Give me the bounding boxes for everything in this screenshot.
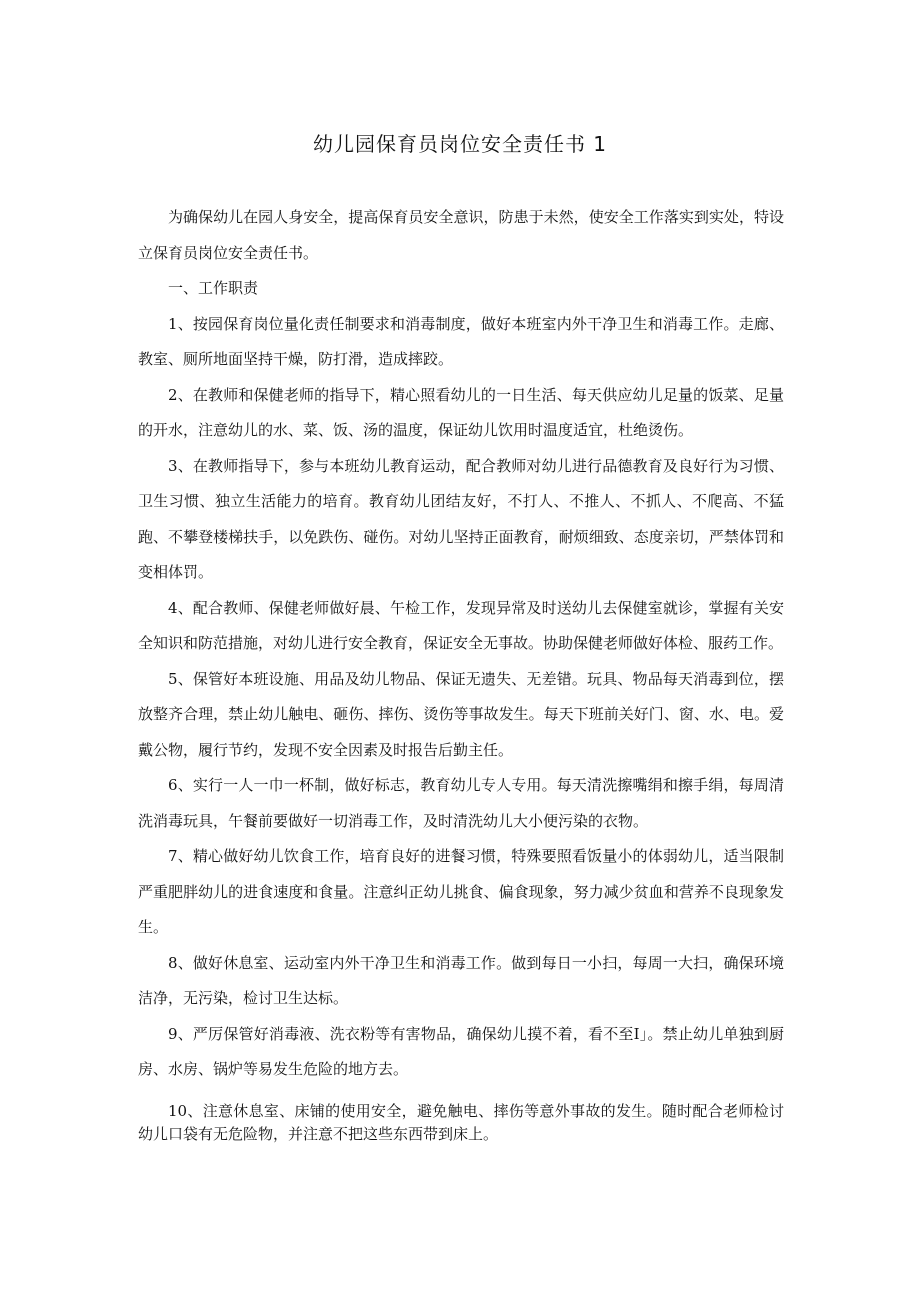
section-heading: 一、工作职责 (168, 279, 259, 297)
duty-item-7: 7、精心做好幼儿饮食工作，培育良好的进餐习惯，特殊要照看饭量小的体弱幼儿，适当限制严重肥胖幼儿的进食速度和食量。注意纠正幼儿挑食、偏食现象，努力减少贫血和营养不良现象发生。 (138, 847, 784, 936)
document-body (138, 200, 784, 1146)
duty-item-6: 6、实行一人一巾一杯制，做好标志，教育幼儿专人专用。每天清洗擦嘴绢和擦手绢，每周清洗消毒玩具，午餐前要做好一切消毒工作，及时清洗幼儿大小便污染的衣物。 (138, 776, 784, 830)
duty-item-2: 2、在教师和保健老师的指导下，精心照看幼儿的一日生活、每天供应幼儿足量的饭菜、足量的开水，注意幼儿的水、菜、饭、汤的温度，保证幼儿饮用时温度适宜，杜绝烫伤。 (138, 385, 784, 439)
document-title: 幼儿园保育员岗位安全责任书 1 (312, 132, 608, 156)
duty-item-4: 4、配合教师、保健老师做好晨、午检工作，发现异常及时送幼儿去保健室就诊，掌握有关安全知识和防范措施，对幼儿进行安全教育，保证安全无事故。协助保健老师做好体检、服药工作。 (138, 598, 784, 652)
duty-item-8: 8、做好休息室、运动室内外干净卫生和消毒工作。做到每日一小扫，每周一大扫，确保环境洁净，无污染，检讨卫生达标。 (138, 953, 784, 1007)
duty-item-1: 1、按园保育岗位量化责任制要求和消毒制度，做好本班室内外干净卫生和消毒工作。走廊、教室、厕所地面坚持干燥，防打滑，造成摔跤。 (138, 314, 784, 368)
duty-item-5: 5、保管好本班设施、用品及幼儿物品、保证无遗失、无差错。玩具、物品每天消毒到位，摆放整齐合理，禁止幼儿触电、砸伤、摔伤、烫伤等事故发生。每天下班前关好门、窗、水、电。爱戴公物，履行节约，发现不安全因素及时报告后勤主任。 (138, 669, 784, 759)
duty-item-10: 10、注意休息室、床铺的使用安全，避免触电、摔伤等意外事故的发生。随时配合老师检讨幼儿口袋有无危险物，并注意不把这些东西带到床上。 (138, 1101, 784, 1143)
duty-item-9: 9、严厉保管好消毒液、洗衣粉等有害物品，确保幼儿摸不着，看不至I」。禁止幼儿单独到厨房、水房、锅炉等易发生危险的地方去。 (138, 1024, 784, 1078)
intro-paragraph: 为确保幼儿在园人身安全，提高保育员安全意识，防患于未然，使安全工作落实到实处，特设立保育员岗位安全责任书。 (138, 208, 784, 262)
duty-item-3: 3、在教师指导下，参与本班幼儿教育运动，配合教师对幼儿进行品德教育及良好行为习惯、卫生习惯、独立生活能力的培育。教育幼儿团结友好，不打人、不推人、不抓人、不爬高、不猛跑、不攀登楼梯扶手，以免跌伤、碰伤。对幼儿坚持正面教育，耐烦细致、态度亲切，严禁体罚和变相体罚。 (138, 456, 784, 581)
